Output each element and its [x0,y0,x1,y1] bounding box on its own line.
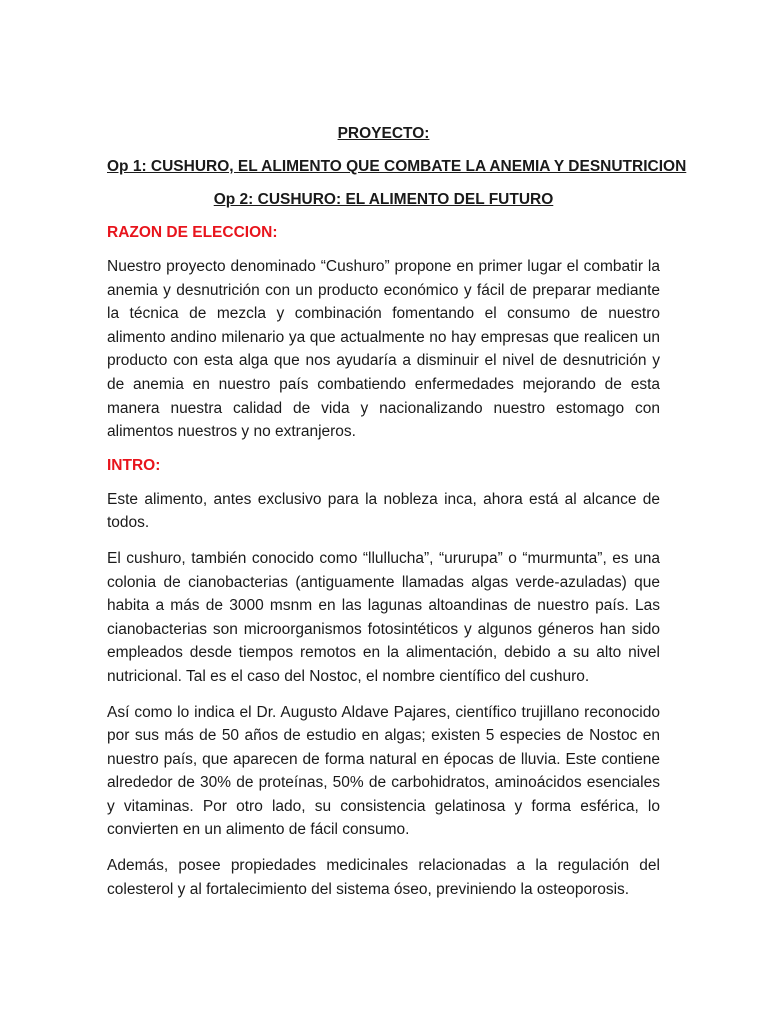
option-2-title: Op 2: CUSHURO: EL ALIMENTO DEL FUTURO [213,191,554,208]
project-title: PROYECTO: [337,125,430,142]
option-1-title: Op 1: CUSHURO, EL ALIMENTO QUE COMBATE LA ANEMIA Y DESNUTRICION [107,158,687,175]
razon-paragraph: Nuestro proyecto denominado “Cushuro” propone en primer lugar el combatir la anemia y desnutrición con un producto económico y fácil de preparar mediante la técnica de mezcla y combinación fomentando el consumo de nuestro alimento andino milenario ya que actualmente no hay empresas que realicen un producto con esta alga que nos ayudaría a disminuir el nivel de desnutrición y de anemia en nuestro país combatiendo enfermedades mejorando de esta manera nuestra calidad de vida y nacionalizando nuestro estomago con alimentos nuestros y no extranjeros. [107,258,660,441]
intro-paragraph: Este alimento, antes exclusivo para la nobleza inca, ahora está al alcance de todos. [107,490,660,532]
intro-paragraph: Así como lo indica el Dr. Augusto Aldave Pajares, científico trujillano reconocido por sus más de 50 años de estudio en algas; existen 5 especies de Nostoc en nuestro país, que aparecen de forma natural en épocas de lluvia. Este contiene alrededor de 30% de proteínas, 50% de carbohidratos, aminoácidos esenciales y vitaminas. Por otro lado, su consistencia gelatinosa y forma esférica, lo convierten en un alimento de fácil consumo. [107,703,660,839]
intro-paragraph: El cushuro, también conocido como “llullucha”, “ururupa” o “murmunta”, es una colonia de cianobacterias (antiguamente llamadas algas verde-azuladas) que habita a más de 3000 msnm en las lagunas altoandinas de nuestro país. Las cianobacterias son microorganismos fotosintéticos y algunos géneros han sido empleados desde tiempos remotos en la alimentación, debido a su alto nivel nutricional. Tal es el caso del Nostoc, el nombre científico del cushuro. [107,549,660,685]
razon-section-title: RAZON DE ELECCION: [107,224,278,241]
intro-paragraph: Además, posee propiedades medicinales relacionadas a la regulación del colesterol y al fortalecimiento del sistema óseo, previniendo la osteoporosis. [107,857,660,898]
document-content [107,124,687,913]
intro-section-title: INTRO: [107,456,161,474]
